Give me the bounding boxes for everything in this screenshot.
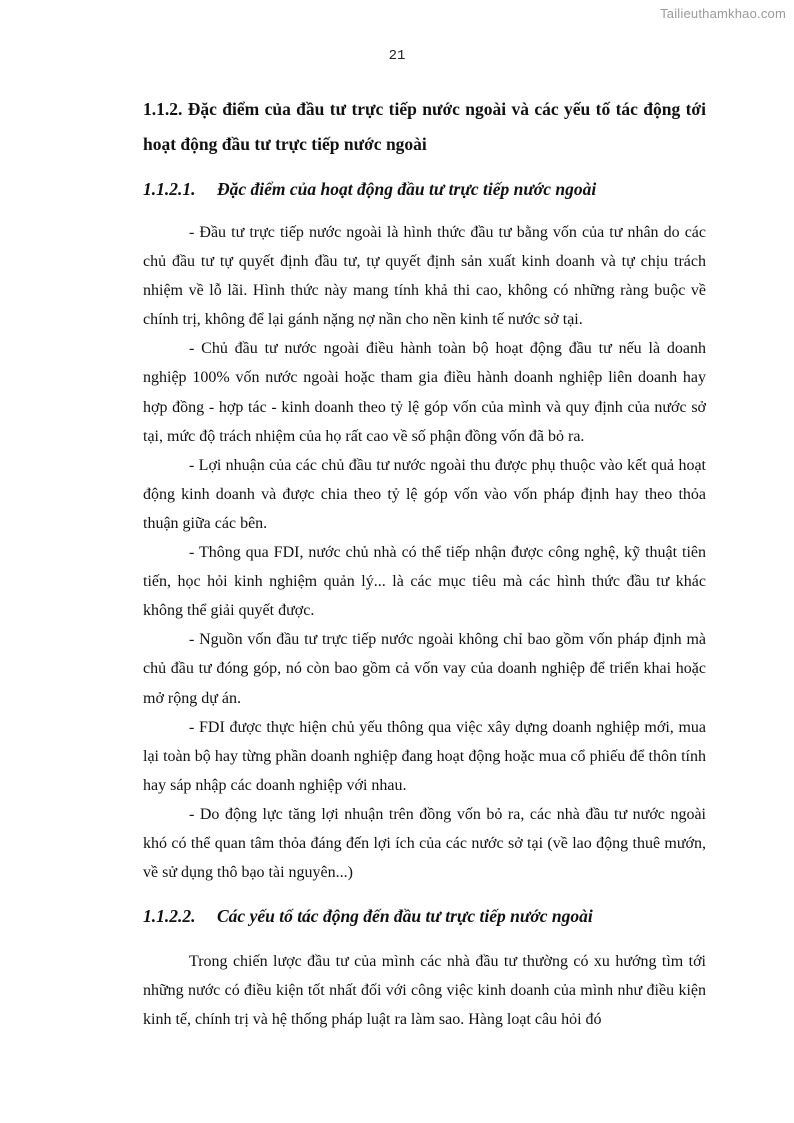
subsection-heading-2 [143, 901, 706, 931]
subsection-title: Đặc điểm của hoạt động đầu tư trực tiếp nước ngoài [217, 179, 597, 199]
subsection-number: 1.1.2.1. [143, 179, 196, 199]
document-body [143, 92, 706, 1034]
paragraph: - Đầu tư trực tiếp nước ngoài là hình thức đầu tư bằng vốn của tư nhân do các chủ đầu tư tự quyết định đầu tư, tự quyết định sản xuất kinh doanh và tự chịu trách nhiệm về lỗ lãi. Hình thức này mang tính khả thi cao, không có những ràng buộc về chính trị, không để lại gánh nặng nợ nần cho nền kinh tế nước sở tại. [143, 224, 706, 329]
subsection-number: 1.1.2.2. [143, 906, 196, 927]
subsection-title: Các yếu tố tác động đến đầu tư trực tiếp nước ngoài [217, 906, 593, 927]
paragraph: - Lợi nhuận của các chủ đầu tư nước ngoài thu được phụ thuộc vào kết quả hoạt động kinh doanh và được chia theo tỷ lệ góp vốn vào vốn pháp định hay theo thỏa thuận giữa các bên. [143, 456, 706, 532]
page-number: 21 [388, 48, 406, 64]
paragraph: - Do động lực tăng lợi nhuận trên đồng vốn bỏ ra, các nhà đầu tư nước ngoài khó có thể quan tâm thỏa đáng đến lợi ích của các nước sở tại (về lao động thuê mướn, về sử dụng thô bạo tài nguyên...) [143, 805, 706, 882]
paragraph: - Chủ đầu tư nước ngoài điều hành toàn bộ hoạt động đầu tư nếu là doanh nghiệp 100% vốn nước ngoài hoặc tham gia điều hành doanh nghiệp liên doanh hay hợp đồng - hợp tác - kinh doanh theo tỷ lệ góp vốn của mình và quy định của nước sở tại, mức độ trách nhiệm của họ rất cao về số phận đồng vốn đã bỏ ra. [143, 340, 706, 445]
watermark: Tailieuthamkhao.com [660, 6, 786, 21]
paragraph: - Nguồn vốn đầu tư trực tiếp nước ngoài không chỉ bao gồm vốn pháp định mà chủ đầu tư đóng góp, nó còn bao gồm cả vốn vay của doanh nghiệp để triển khai hoặc mở rộng dự án. [143, 631, 706, 707]
section-heading: 1.1.2. Đặc điểm của đầu tư trực tiếp nước ngoài và các yếu tố tác động tới hoạt động đầu tư trực tiếp nước ngoài [143, 99, 706, 154]
paragraph: - Thông qua FDI, nước chủ nhà có thể tiếp nhận được công nghệ, kỹ thuật tiên tiến, học hỏi kinh nghiệm quản lý... là các mục tiêu mà các hình thức đầu tư khác không thể giải quyết được. [143, 544, 706, 620]
paragraph: - FDI được thực hiện chủ yếu thông qua việc xây dựng doanh nghiệp mới, mua lại toàn bộ hay từng phần doanh nghiệp đang hoạt động hoặc mua cổ phiếu để thôn tính hay sáp nhập các doanh nghiệp với nhau. [143, 718, 706, 794]
subsection-heading-1 [143, 174, 706, 204]
paragraph: Trong chiến lược đầu tư của mình các nhà đầu tư thường có xu hướng tìm tới những nước có điều kiện tốt nhất đối với công việc kinh doanh của mình như điều kiện kinh tế, chính trị và hệ thống pháp luật ra làm sao. Hàng loạt câu hỏi đó [143, 953, 706, 1029]
